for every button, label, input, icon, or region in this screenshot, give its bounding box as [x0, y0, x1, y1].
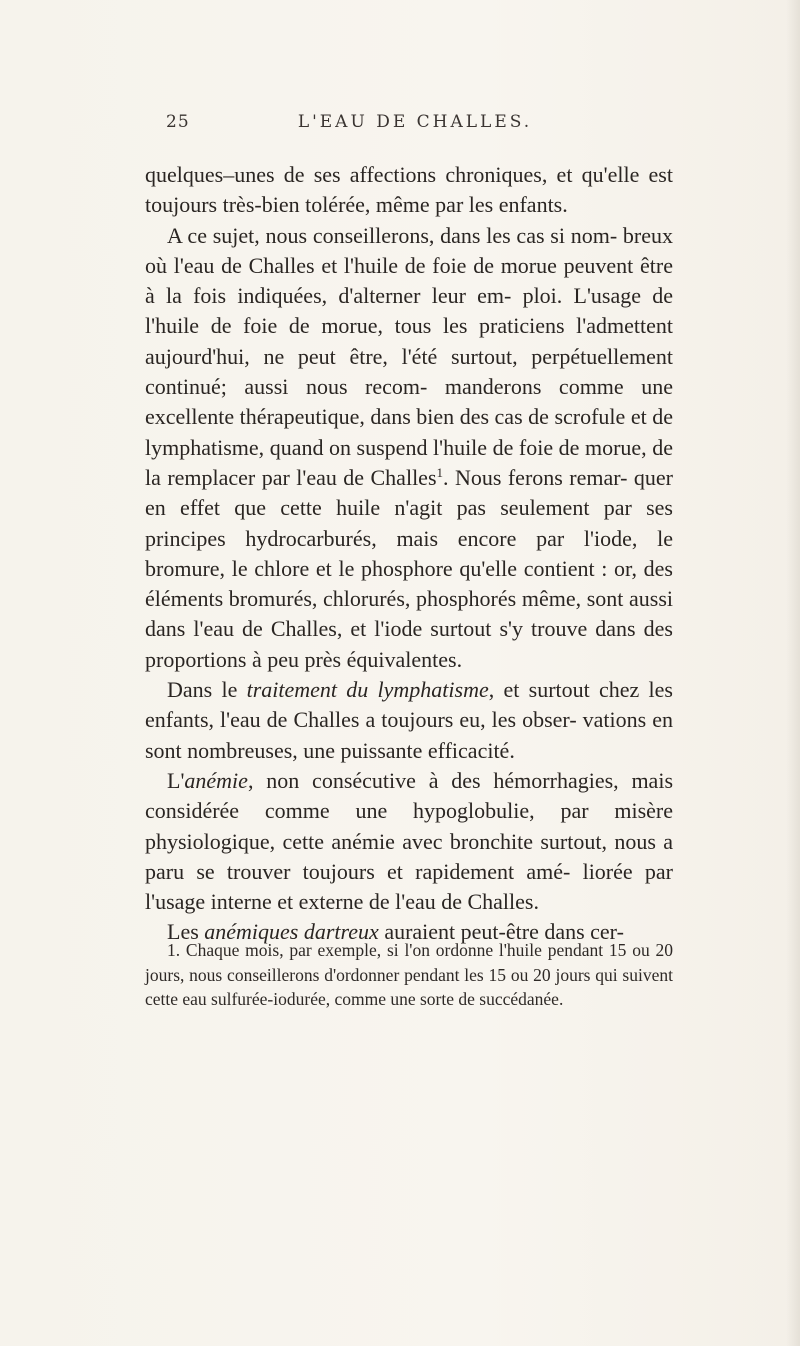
footnote [145, 938, 673, 1012]
main-text [145, 160, 673, 948]
running-title: L'EAU DE CHALLES. [297, 112, 533, 132]
paragraph-5-prefix: Les [167, 919, 205, 945]
page-header [0, 112, 800, 142]
paragraph-2 [145, 221, 673, 675]
paragraph-3-prefix: Dans le [167, 677, 247, 703]
page-number: 25 [166, 112, 190, 132]
paragraph-2-text-a: A ce sujet, nous conseillerons, dans les cas si nom- breux où l'eau de Challes et l'huile de foie de morue peuvent être à la fois indiquées, d'alterner leur em- ploi. L'usage de l'huile de foie de morue, tous les praticiens l'admettent aujourd'hui, ne peut être, l'été surtout, perpétuellement continué; aussi nous recom- manderons comme une excellente thérapeutique, dans bien des cas de scrofule et de lymphatisme, quand on suspend l'huile de foie de morue, de la remplacer par l'eau de Challes [145, 222, 673, 490]
paragraph-5-italic: anémiques dartreux [204, 919, 379, 945]
footnote-reference[interactable]: 1 [436, 464, 444, 480]
paragraph-4 [145, 766, 673, 917]
paragraph-1: quelques–unes de ses affections chroniques, et qu'elle est toujours très-bien tolérée, même par les enfants. [145, 162, 673, 218]
footnote-text: 1. Chaque mois, par exemple, si l'on ordonne l'huile pendant 15 ou 20 jours, nous conseillerons d'ordonner pendant les 15 ou 20 jours qui suivent cette eau sulfurée-iodurée, comme une sorte de succédanée. [145, 940, 673, 1009]
paragraph-2-text-b: . Nous ferons remar- quer en effet que cette huile n'agit pas seulement par ses principes hydrocarburés, mais encore par l'iode, le bromure, le chlore et le phosphore qu'elle contient : or, des éléments bromurés, chlorurés, phosphorés même, sont aussi dans l'eau de Challes, et l'iode surtout s'y trouve dans des proportions à peu près équivalentes. [145, 464, 674, 672]
paragraph-3-rest: , et surtout chez les enfants, l'eau de Challes a toujours eu, les obser- vations en sont nombreuses, une puissante efficacité. [145, 677, 673, 763]
paragraph-3-italic: traitement du lymphatisme [246, 677, 489, 703]
paragraph-4-prefix: L' [167, 767, 185, 793]
paragraph-4-rest: , non consécutive à des hémorrhagies, mais considérée comme une hypoglobulie, par misère physiologique, cette anémie avec bronchite surtout, nous a paru se trouver toujours et rapidement amé- liorée par l'usage interne et externe de l'eau de Challes. [145, 767, 673, 915]
paragraph-3 [145, 675, 673, 766]
paragraph-5-rest: auraient peut-être dans cer- [378, 919, 624, 945]
paragraph-4-italic: anémie [184, 767, 248, 793]
page-edge-shadow [786, 0, 800, 1346]
